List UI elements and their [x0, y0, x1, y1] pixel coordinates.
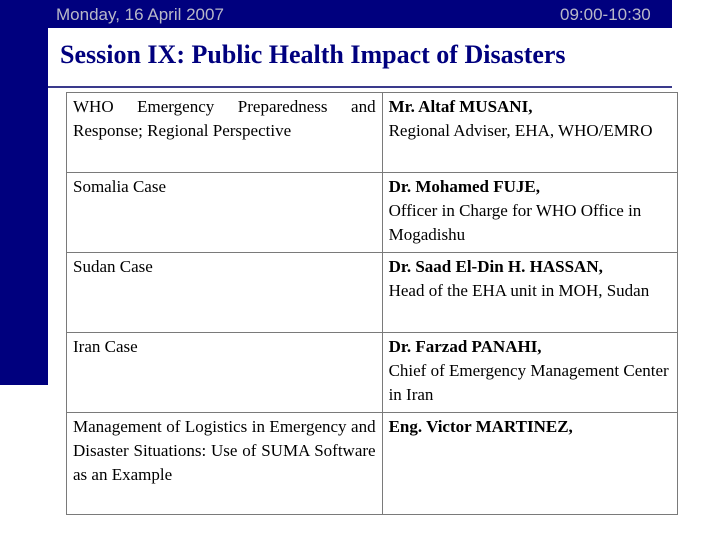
- table-row: [67, 253, 678, 333]
- session-table: [66, 92, 678, 515]
- speaker-cell: [382, 93, 677, 173]
- table-row: [67, 93, 678, 173]
- speaker-name: Dr. Saad El-Din H. HASSAN,: [388, 257, 603, 276]
- left-accent-bar-extension: [44, 90, 48, 385]
- left-accent-bar: [0, 0, 48, 385]
- speaker-role: Chief of Emergency Management Center in Iran: [388, 361, 669, 404]
- speaker-cell: [382, 413, 677, 515]
- speaker-cell: [382, 173, 677, 253]
- header-time: 09:00-10:30: [560, 5, 651, 24]
- speaker-name: Eng. Victor MARTINEZ,: [388, 417, 573, 436]
- topic-cell: Sudan Case: [67, 253, 383, 333]
- speaker-role: Head of the EHA unit in MOH, Sudan: [388, 281, 650, 300]
- speaker-cell: [382, 333, 677, 413]
- speaker-name: Dr. Farzad PANAHI,: [388, 337, 542, 356]
- speaker-cell: [382, 253, 677, 333]
- topic-cell: Somalia Case: [67, 173, 383, 253]
- table-row: [67, 333, 678, 413]
- title-divider: [48, 86, 672, 88]
- topic-cell: Management of Logistics in Emergency and Disaster Situations: Use of SUMA Software as an Example: [67, 413, 383, 515]
- speaker-role: Regional Adviser, EHA, WHO/EMRO: [388, 121, 653, 140]
- speaker-name: Mr. Altaf MUSANI,: [388, 97, 533, 116]
- topic-cell: Iran Case: [67, 333, 383, 413]
- speaker-name: Dr. Mohamed FUJE,: [388, 177, 541, 196]
- page-title: Session IX: Public Health Impact of Disasters: [60, 40, 566, 69]
- header-date: Monday, 16 April 2007: [56, 5, 224, 24]
- topic-cell: WHO Emergency Preparedness and Response; Regional Perspective: [67, 93, 383, 173]
- table-row: [67, 173, 678, 253]
- table-row: [67, 413, 678, 515]
- speaker-role: Officer in Charge for WHO Office in Mogadishu: [388, 201, 642, 244]
